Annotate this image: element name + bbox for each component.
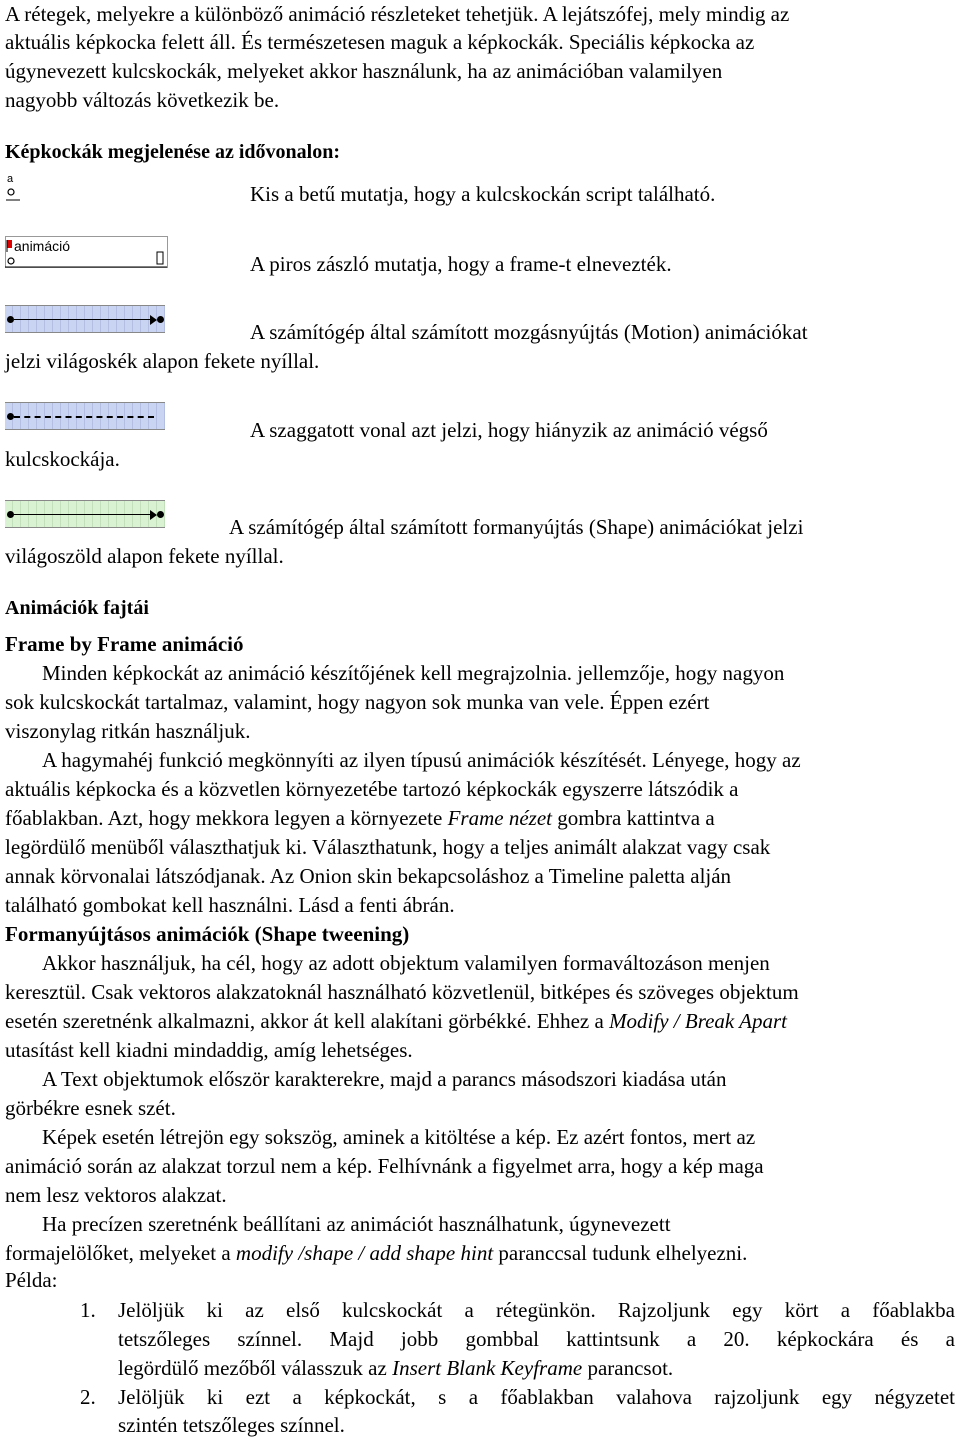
shape-desc-1: A számítógép által számított formanyújtás (Shape) animációkat jelzi	[229, 515, 804, 539]
example-label: Példa:	[5, 1268, 58, 1292]
list-item-line: legördülő mezőből válasszuk az Insert Blank Keyframe parancsot.	[118, 1356, 674, 1380]
shape-p1-l2: keresztül. Csak vektoros alakzatoknál használható közvetlenül, bitképes és szöveges objektum	[5, 980, 799, 1004]
fbf-p1-l2: sok kulcskockát tartalmaz, valamint, hogy nagyon sok munka van vele. Éppen ezért	[5, 690, 710, 714]
motion-tween-icon	[5, 305, 165, 333]
list-item-line: Jelöljük ki ezt a képkockát, s a főablakban valahova rajzoljunk egy négyzetet	[118, 1385, 955, 1409]
shape-p2-l1: A Text objektumok először karakterekre, majd a parancs másodszori kiadása után	[42, 1067, 727, 1091]
motion-desc-2: jelzi világoskék alapon fekete nyíllal.	[5, 349, 320, 373]
dashed-desc-2: kulcskockája.	[5, 447, 120, 471]
list-item-line: szintén tetszőleges színnel.	[118, 1413, 345, 1437]
motion-desc-1: A számítógép által számított mozgásnyújtás (Motion) animációkat	[250, 320, 808, 344]
fbf-p2-l1: A hagymahéj funkció megkönnyíti az ilyen típusú animációk készítését. Lényege, hogy az	[42, 748, 801, 772]
shape-tween-icon	[5, 500, 165, 528]
label-frame-icon	[5, 236, 168, 268]
shape-p1-l4: utasítást kell kiadni mindaddig, amíg lehetséges.	[5, 1038, 413, 1062]
heading-frame-by-frame: Frame by Frame animáció	[5, 632, 244, 656]
list-item-line: Jelöljük ki az első kulcskockát a rétegünkön. Rajzoljunk egy kört a főablakba	[118, 1298, 955, 1322]
broken-tween-icon	[5, 402, 165, 430]
shape-p3-l2: animáció során az alakzat torzul nem a kép. Felhívnánk a figyelmet arra, hogy a kép maga	[5, 1154, 764, 1178]
label-desc: A piros zászló mutatja, hogy a frame-t elnevezték.	[250, 252, 672, 276]
script-keyframe-icon	[5, 172, 21, 202]
fbf-p2-l5: annak körvonalai látszódjanak. Az Onion skin bekapcsoláshoz a Timeline paletta alján	[5, 864, 732, 888]
shape-p3-l3: nem lesz vektoros alakzat.	[5, 1183, 227, 1207]
intro-line-2: aktuális képkocka felett áll. És természetesen maguk a képkockák. Speciális képkocka az	[5, 30, 755, 54]
intro-line-3: úgynevezett kulcskockák, melyeket akkor használunk, ha az animációban valamilyen	[5, 59, 723, 83]
shape-p4-l1: Ha precízen szeretnénk beállítani az animációt használhatunk, úgynevezett	[42, 1212, 671, 1236]
fbf-p1-l1: Minden képkockát az animáció készítőjének kell megrajzolnia. jellemzője, hogy nagyon	[42, 661, 785, 685]
shape-p2-l2: görbékre esnek szét.	[5, 1096, 176, 1120]
svg-text:a: a	[7, 173, 14, 185]
heading-shape-tween: Formanyújtásos animációk (Shape tweening)	[5, 922, 410, 946]
fbf-p2-l3: főablakban. Azt, hogy mekkora legyen a környezete Frame nézet gombra kattintva a	[5, 806, 715, 830]
list-item-number: 2.	[80, 1385, 96, 1409]
shape-p4-l2: formajelölőket, melyeket a modify /shape / add shape hint paranccsal tudunk elhelyezni.	[5, 1241, 748, 1265]
intro-line-1: A rétegek, melyekre a különböző animáció részleteket tehetjük. A lejátszófej, mely mindig az	[5, 2, 790, 26]
shape-desc-2: világoszöld alapon fekete nyíllal.	[5, 544, 284, 568]
shape-p1-l3: esetén szeretnénk alkalmazni, akkor át kell alakítani görbékké. Ehhez a Modify / Break Apart	[5, 1009, 787, 1033]
dashed-desc-1: A szaggatott vonal azt jelzi, hogy hiányzik az animáció végső	[250, 418, 768, 442]
label-frame-name: animáció	[14, 238, 71, 254]
fbf-p2-l6: található gombokat kell használni. Lásd a fenti ábrán.	[5, 893, 455, 917]
heading-frames: Képkockák megjelenése az idővonalon:	[5, 141, 340, 163]
shape-p3-l1: Képek esetén létrejön egy sokszög, aminek a kitöltése a kép. Ez azért fontos, mert az	[42, 1125, 756, 1149]
shape-p1-l1: Akkor használjuk, ha cél, hogy az adott objektum valamilyen formaváltozáson menjen	[42, 951, 770, 975]
fbf-p2-l4: legördülő menüből választhatjuk ki. Választhatunk, hogy a teljes animált alakzat vagy csak	[5, 835, 771, 859]
list-item-number: 1.	[80, 1298, 96, 1322]
intro-line-4: nagyobb változás következik be.	[5, 88, 280, 112]
list-item-line: tetszőleges színnel. Majd jobb gombbal kattintsunk a 20. képkockára és a	[118, 1327, 955, 1351]
script-desc: Kis a betű mutatja, hogy a kulcskockán script található.	[250, 182, 716, 206]
fbf-p2-l2: aktuális képkocka és a közvetlen környezetébe tartozó képkockák egyszerre látszódik a	[5, 777, 739, 801]
heading-types: Animációk fajtái	[5, 597, 149, 619]
fbf-p1-l3: viszonylag ritkán használjuk.	[5, 719, 251, 743]
